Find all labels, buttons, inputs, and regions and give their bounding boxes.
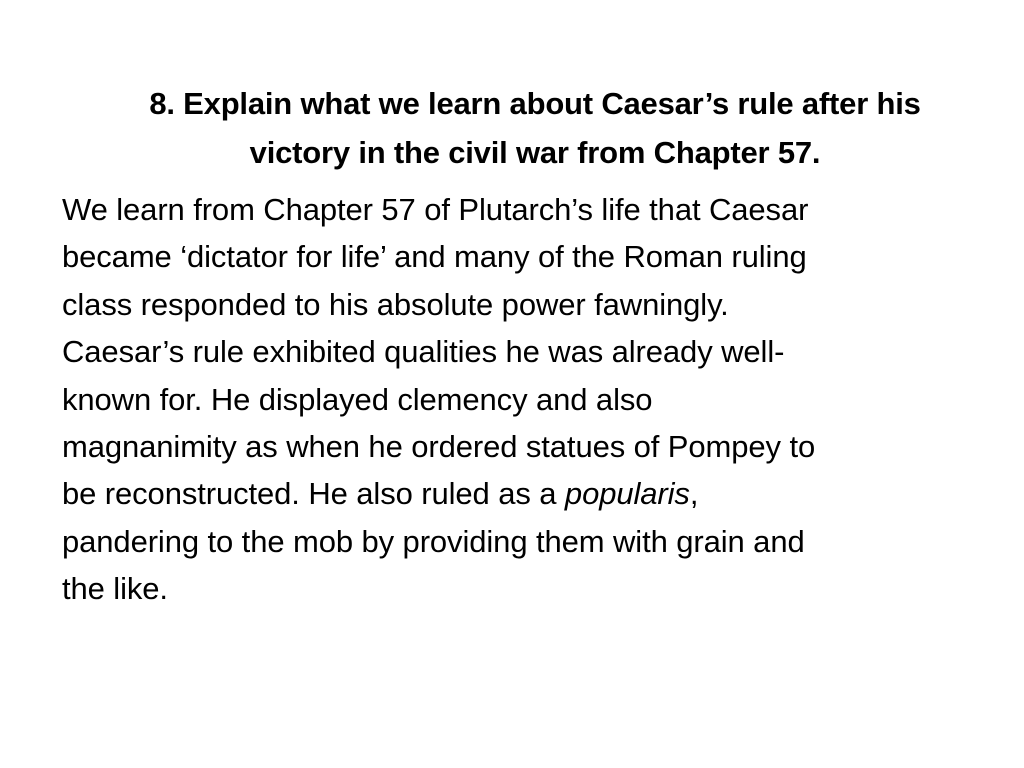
body-line-6: magnanimity as when he ordered statues of Pompey to (62, 429, 816, 465)
body-line-4: Caesar’s rule exhibited qualities he was already well- (62, 334, 785, 370)
slide-body-text (62, 186, 977, 613)
body-line-2: became ‘dictator for life’ and many of the Roman ruling (62, 239, 807, 275)
slide-title-line-1: 8. Explain what we learn about Caesar’s rule after his (149, 85, 921, 121)
body-line-3: class responded to his absolute power fawningly. (62, 286, 729, 322)
body-line-5: known for. He displayed clemency and also (62, 381, 653, 417)
popularis-emphasis: popularis (564, 476, 690, 512)
body-line-7-prefix: be reconstructed. He also ruled as a (62, 476, 565, 512)
body-line-1: We learn from Chapter 57 of Plutarch’s life that Caesar (62, 192, 809, 227)
slide-title-line-2: victory in the civil war from Chapter 57. (249, 134, 821, 170)
body-line-9: the like. (62, 571, 168, 607)
body-line-7-suffix: , (689, 476, 699, 512)
body-line-8: pandering to the mob by providing them with grain and (62, 523, 805, 559)
body-line-7 (62, 470, 977, 517)
slide-title (80, 79, 990, 177)
